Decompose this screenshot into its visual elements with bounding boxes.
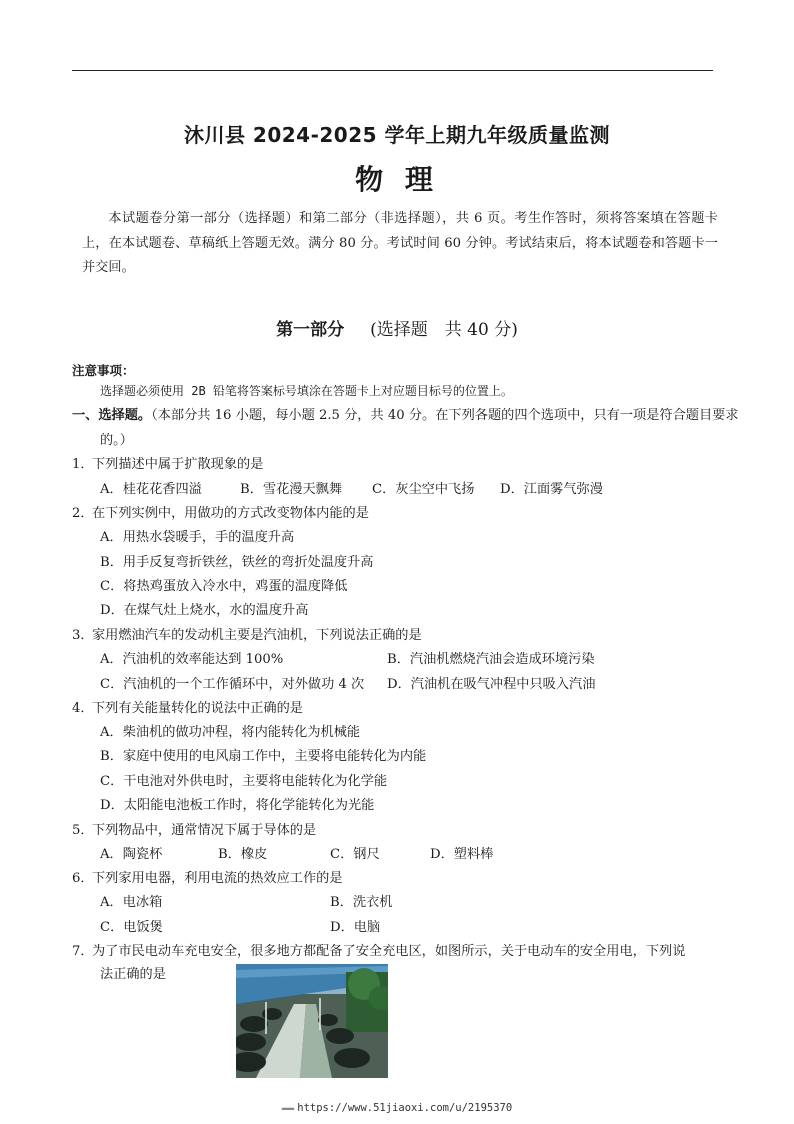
option-6c: C．电饭煲 <box>100 920 163 935</box>
option-5a: A．陶瓷杯 <box>100 847 163 862</box>
option-1c: C．灰尘空中飞扬 <box>372 482 475 497</box>
question-stem: 为了市民电动车充电安全，很多地方都配备了安全充电区，如图所示，关于电动车的安全用电，下列说 <box>92 944 686 959</box>
option-5b: B．橡皮 <box>218 847 268 862</box>
option-3b: B．汽油机燃烧汽油会造成环境污染 <box>387 652 595 667</box>
part-one-lead: 一、选择题。 <box>72 408 152 423</box>
question-number: 3． <box>72 628 94 643</box>
part-one-heading <box>72 404 742 453</box>
footer-url: https://www.51jiaoxi.com/u/2195370 <box>297 1102 513 1114</box>
option-3c: C．汽油机的一个工作循环中，对外做功 4 次 <box>100 677 365 692</box>
footer-watermark <box>0 1102 794 1114</box>
option-4c: C．干电池对外供电时，主要将电能转化为化学能 <box>100 774 388 789</box>
section-subtitle: (选择题 共 40 分) <box>370 320 518 340</box>
option-2c: C．将热鸡蛋放入冷水中，鸡蛋的温度降低 <box>100 579 348 594</box>
section-title <box>0 315 794 340</box>
header-rule <box>72 70 713 71</box>
question-stem: 下列描述中属于扩散现象的是 <box>92 457 264 472</box>
option-6b: B．洗衣机 <box>330 895 393 910</box>
charging-station-illustration <box>236 964 388 1078</box>
section-name: 第一部分 <box>276 320 345 340</box>
question-stem: 下列物品中，通常情况下属于导体的是 <box>92 823 317 838</box>
watermark-logo-icon: ▬▬▬ <box>281 1104 294 1113</box>
option-1b: B．雪花漫天飘舞 <box>240 482 343 497</box>
option-6d: D．电脑 <box>330 920 381 935</box>
question-number: 6． <box>72 871 94 886</box>
question-stem: 下列有关能量转化的说法中正确的是 <box>92 701 303 716</box>
option-1d: D．江面雾气弥漫 <box>500 482 603 497</box>
exam-title: 沐川县 2024-2025 学年上期九年级质量监测 <box>183 123 611 147</box>
part-one-text: （本部分共 16 小题，每小题 2.5 分，共 40 分。在下列各题的四个选项中，只有一项是符合题目要求的。） <box>100 408 739 448</box>
question-number: 7． <box>72 944 94 959</box>
option-2a: A．用热水袋暖手，手的温度升高 <box>100 530 295 545</box>
option-4d: D．太阳能电池板工作时，将化学能转化为光能 <box>100 798 375 813</box>
option-3a: A．汽油机的效率能达到 100% <box>100 652 284 667</box>
option-5d: D．塑料棒 <box>430 847 494 862</box>
question-stem: 家用燃油汽车的发动机主要是汽油机，下列说法正确的是 <box>92 628 422 643</box>
subject-title: 物 理 <box>355 163 439 196</box>
charging-station-photo <box>236 964 388 1078</box>
question-stem: 在下列实例中，用做功的方式改变物体内能的是 <box>92 506 369 521</box>
option-2b: B．用手反复弯折铁丝，铁丝的弯折处温度升高 <box>100 555 374 570</box>
option-3d: D．汽油机在吸气冲程中只吸入汽油 <box>387 677 596 692</box>
exam-instructions: 本试题卷分第一部分（选择题）和第二部分（非选择题），共 6 页。考生作答时，须将答案填在答题卡上，在本试题卷、草稿纸上答题无效。满分 80 分。考试时间 60 分钟。考试结束后，将本试题卷和答题卡一并交回。 <box>82 211 718 275</box>
option-5c: C．钢尺 <box>330 847 380 862</box>
option-2d: D．在煤气灶上烧水，水的温度升高 <box>100 603 309 618</box>
question-7-continuation: 法正确的是 <box>100 967 166 982</box>
question-number: 4． <box>72 701 94 716</box>
notice-text: 选择题必须使用 2B 铅笔将答案标号填涂在答题卡上对应题目标号的位置上。 <box>100 384 513 398</box>
question-stem: 下列家用电器，利用电流的热效应工作的是 <box>92 871 343 886</box>
option-4a: A．柴油机的做功冲程，将内能转化为机械能 <box>100 725 361 740</box>
option-4b: B．家庭中使用的电风扇工作中，主要将电能转化为内能 <box>100 749 427 764</box>
question-number: 2． <box>72 506 94 521</box>
option-6a: A．电冰箱 <box>100 895 163 910</box>
notice-label: 注意事项： <box>72 363 135 378</box>
question-number: 1． <box>72 457 94 472</box>
question-number: 5． <box>72 823 94 838</box>
option-1a: A．桂花花香四溢 <box>100 482 202 497</box>
